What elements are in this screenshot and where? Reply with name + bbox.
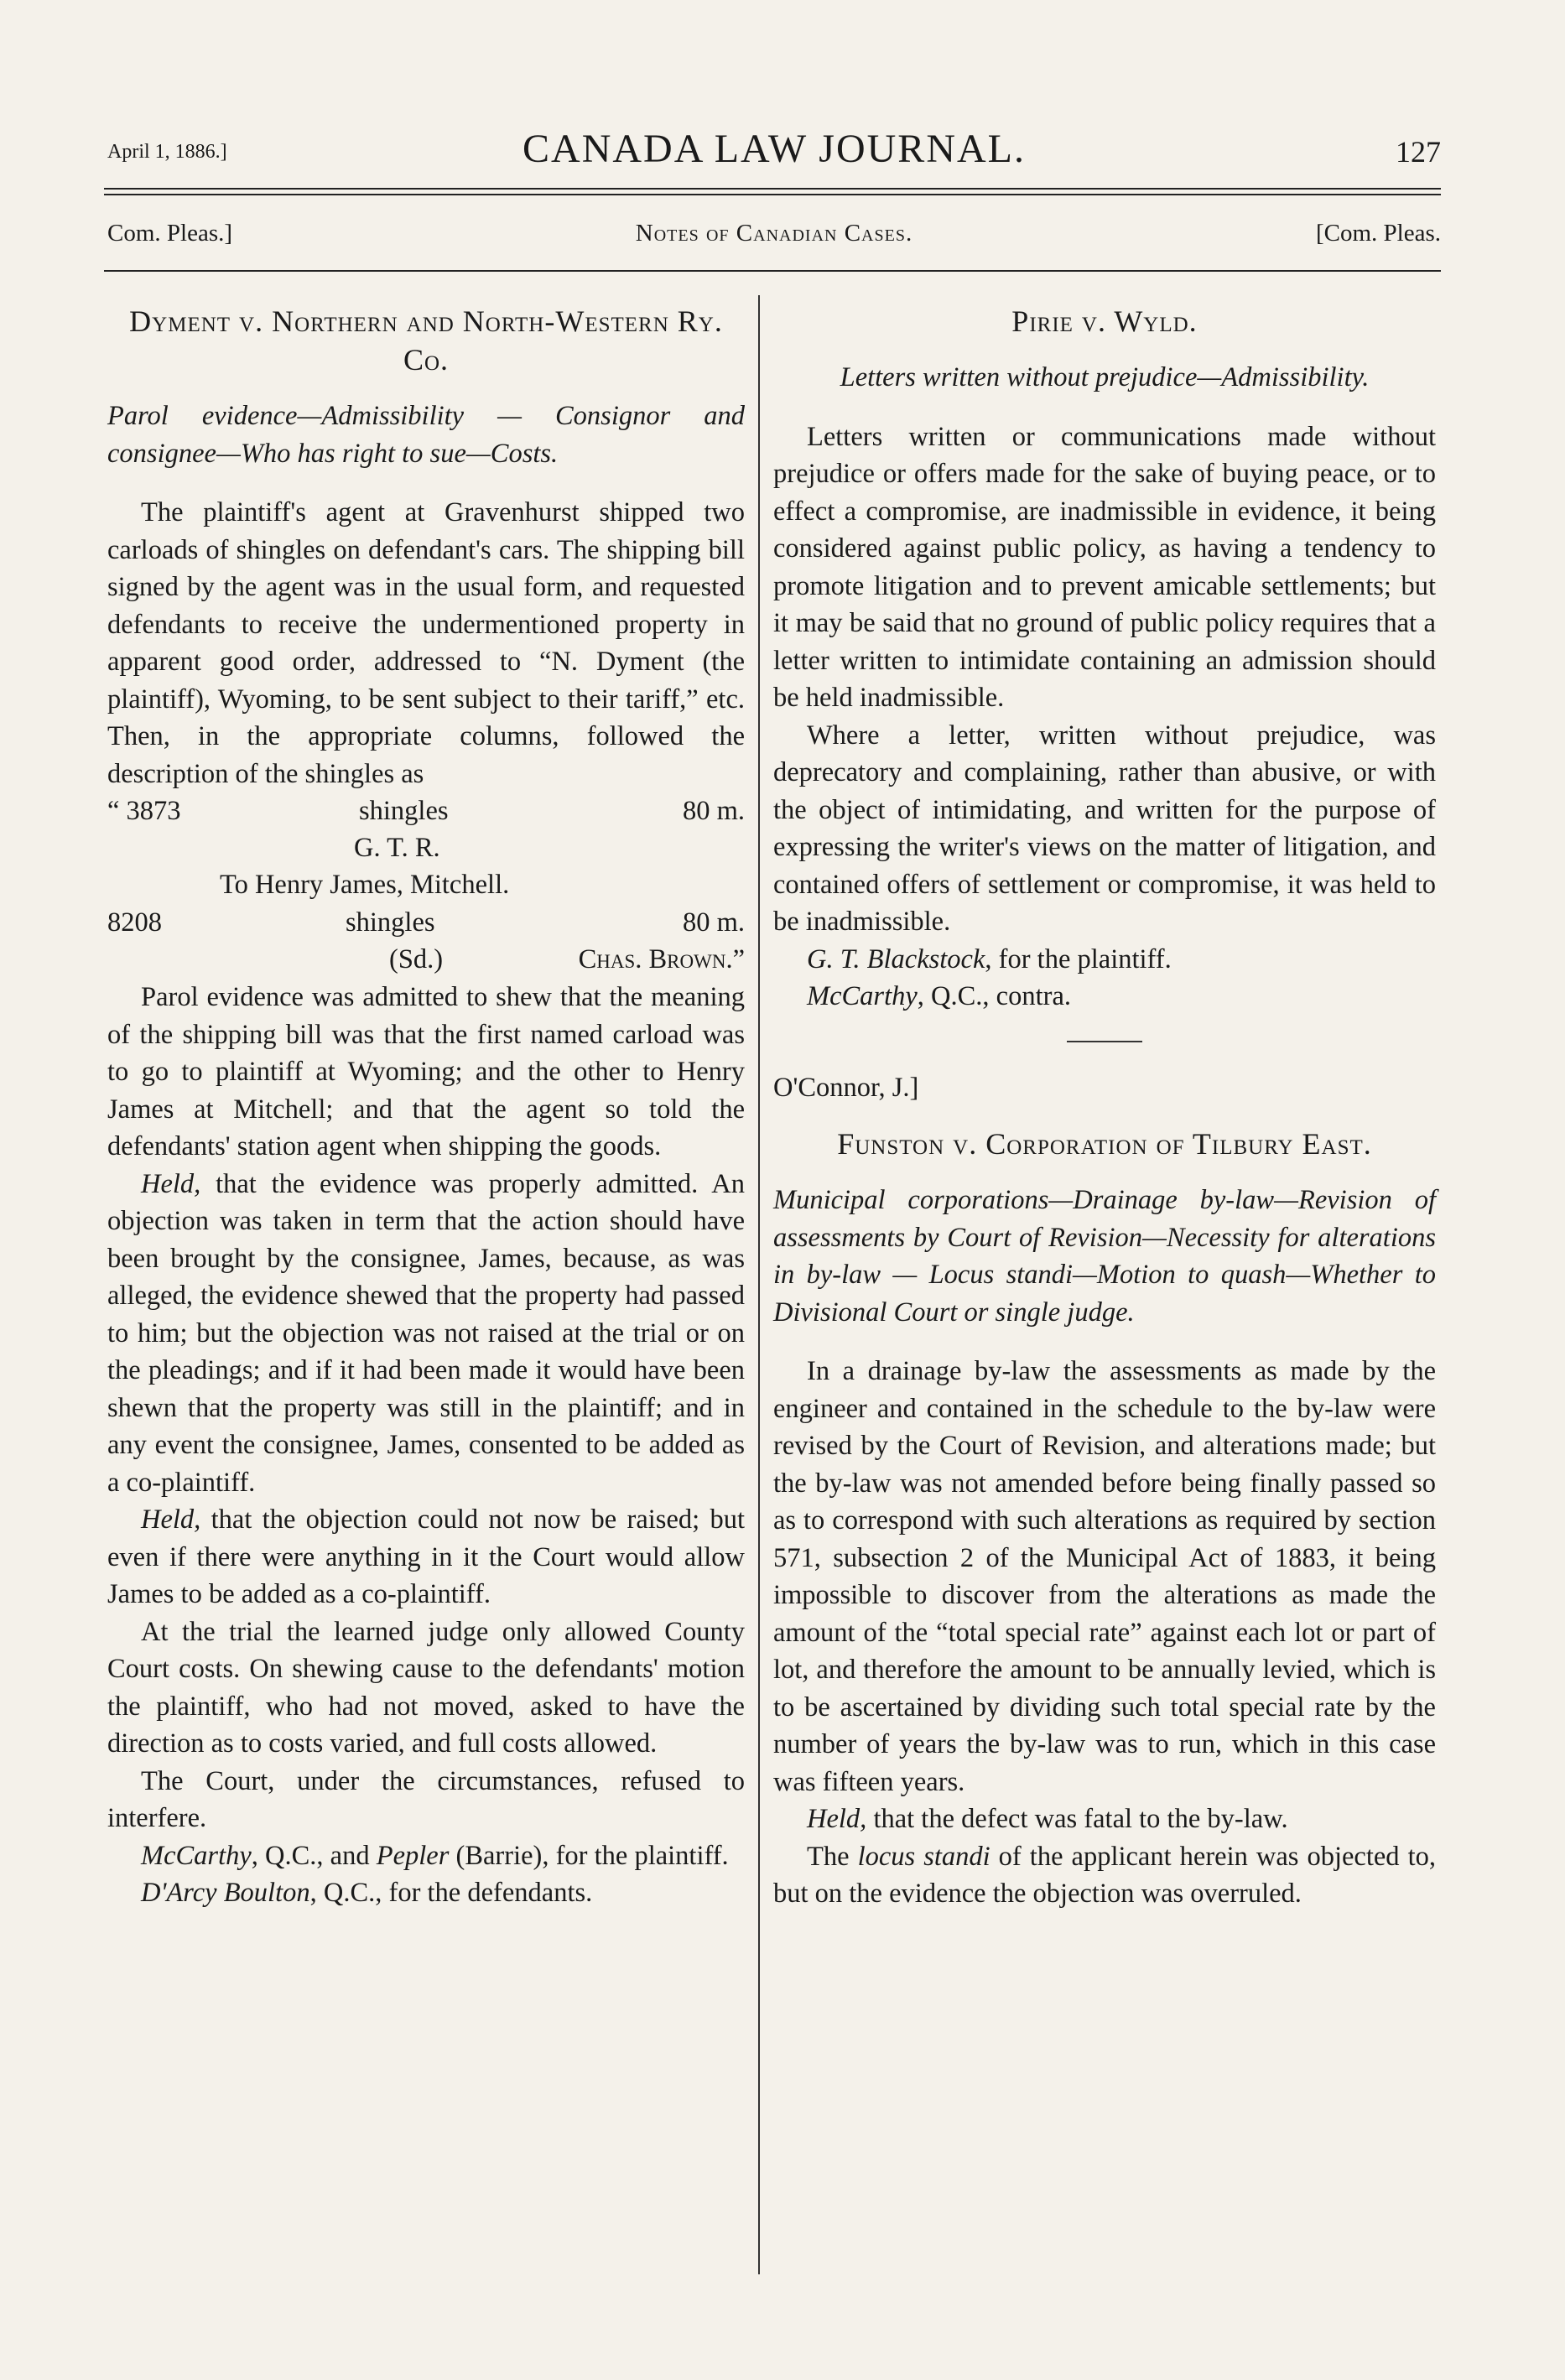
judge-name: O'Connor, J.] — [773, 1072, 919, 1103]
counsel-text: , Q.C., contra. — [917, 981, 1072, 1011]
journal-title: CANADA LAW JOURNAL. — [523, 127, 1026, 171]
bill-signatory: Chas. Brown.” — [578, 944, 745, 974]
case-title-pirie: Pirie v. Wyld. — [1011, 304, 1198, 338]
issue-date: April 1, 1886.] — [107, 141, 227, 163]
paragraph — [107, 1501, 745, 1614]
case-separator — [1067, 1041, 1142, 1042]
paragraph: Letters written or communications made without prejudice or offers made for the sake of buying peace, or to effect a compromise, are inadmissible in evidence, it being considered against public policy, as having a tendency to promote litigation and to prevent amicable settlements; but it may be said that no ground of public policy requires that a letter written to intimidate containing an admission should be held inadmissible. — [773, 421, 1436, 713]
paragraph: In a drainage by-law the assessments as made by the engineer and contained in the schedule to the by-law were revised by the Court of Revision, and alterations made; but the by-law was not amended before being finally passed so as to correspond with such alterations as required by section 571, subsection 2 of the Municipal Act of 1883, it being impossible to discover from the alterations as made the amount of the “total special rate” against each lot or part of lot, and therefore the amount to be annually levied, which is to be ascertained by dividing such total special rate by the number of years the by-law was to run, which in this case was fifteen years. — [773, 1356, 1436, 1797]
headnote-dyment: Parol evidence—Admissibility — Consignor and consignee—Who has right to sue—Costs. — [107, 401, 745, 469]
case-title-funston: Funston v. Corporation of Tilbury East. — [837, 1127, 1372, 1161]
page-number: 127 — [1396, 135, 1441, 169]
counsel-text: (Barrie), for the plaintiff. — [449, 1840, 729, 1871]
header-rule — [104, 270, 1441, 272]
section-title: Notes of Canadian Cases. — [635, 220, 913, 247]
masthead — [107, 126, 1441, 184]
paragraph: Where a letter, written without prejudice, was deprecatory and complaining, rather than abusive, or with the object of intimidating, and written for the purpose of expressing the writer's views on the matter of litigation, and contained offers of settlement or compromise, it was held to be inadmissible. — [773, 720, 1436, 937]
counsel-name: Pepler — [376, 1840, 450, 1871]
headnote-funston: Municipal corporations—Drainage by-law—Revision of assessments by Court of Revision—Necessity for alterations in by-law — Locus standi—Motion to quash—Whether to Divisional Court or single judge. — [773, 1185, 1436, 1328]
bill-number: 8208 — [107, 907, 162, 938]
right-column — [773, 302, 1436, 1913]
held-label: Held, — [807, 1804, 867, 1834]
paragraph: At the trial the learned judge only allowed County Court costs. On shewing cause to the defendants' motion the plaintiff, who had not moved, asked to have the direction as to costs varied, and full costs allowed. — [107, 1616, 745, 1759]
bill-quantity: 80 m. — [682, 907, 745, 938]
counsel-name: D'Arcy Boulton — [141, 1878, 310, 1908]
counsel-name: McCarthy — [807, 981, 918, 1011]
latin-term: locus standi — [857, 1841, 990, 1872]
counsel-line — [107, 1837, 745, 1875]
paragraph: The plaintiff's agent at Gravenhurst shipped two carloads of shingles on defendant's cars. The shipping bill signed by the agent was in the usual form, and requested defendants to receive the undermentioned property in apparent good order, addressed to “N. Dyment (the plaintiff), Wyoming, to be sent subject to their tariff,” etc. Then, in the appropriate columns, followed the description of the shingles as — [107, 497, 745, 789]
paragraph-text: that the evidence was properly admitted. An objection was taken in term that the action should have been brought by the consignee, James, because, as was alleged, the evidence shewed that the property had passed to him; but the objection was not raised at the trial or on the pleadings; and if it had been made it would have been shewn that the property was still in the plaintiff; and in any event the consignee, James, consented to be added as a co-plaintiff. — [107, 1168, 745, 1498]
counsel-line — [773, 941, 1436, 979]
case-title-dyment: Dyment v. Northern and North-Western Ry. Co. — [129, 304, 723, 377]
counsel-text: , Q.C., for the defendants. — [309, 1878, 593, 1908]
paragraph: Parol evidence was admitted to shew that the meaning of the shipping bill was that the first named carload was to go to plaintiff at Wyoming; and the other to Henry James at Mitchell; and that the agent so told the defendants' station agent when shipping the goods. — [107, 982, 745, 1161]
counsel-text: , for the plaintiff. — [985, 943, 1172, 974]
left-column — [107, 302, 745, 1912]
headnote-pirie: Letters written without prejudice—Admissibility. — [840, 362, 1370, 392]
column-divider — [758, 295, 760, 2274]
header-double-rule — [104, 188, 1441, 195]
paragraph — [107, 1166, 745, 1502]
running-header — [107, 220, 1441, 253]
held-label: Held, — [141, 1504, 201, 1535]
paragraph: The Court, under the circumstances, refused to interfere. — [107, 1765, 745, 1833]
shipping-bill — [107, 792, 745, 979]
counsel-text: , Q.C., and — [251, 1840, 377, 1871]
bill-item: shingles — [346, 907, 435, 938]
bill-signed: (Sd.) — [389, 944, 444, 974]
court-right: [Com. Pleas. — [1315, 220, 1441, 247]
bill-item: shingles — [359, 796, 449, 826]
bill-consignee: To Henry James, Mitchell. — [220, 870, 510, 900]
court-left: Com. Pleas.] — [107, 220, 233, 247]
paragraph — [773, 1838, 1436, 1913]
bill-number: “ 3873 — [107, 796, 181, 826]
counsel-name: McCarthy — [141, 1840, 252, 1871]
paragraph-text: that the defect was fatal to the by-law. — [866, 1804, 1288, 1834]
held-label: Held, — [141, 1168, 201, 1199]
counsel-line — [107, 1874, 745, 1912]
paragraph-text: The — [807, 1841, 858, 1872]
paragraph-text: of the applicant herein was objected to, but on the evidence the objection was overruled. — [773, 1841, 1436, 1909]
counsel-name: G. T. Blackstock — [807, 943, 985, 974]
paragraph-text: that the objection could not now be raised; but even if there were anything in it the Court would allow James to be added as a co-plaintiff. — [107, 1504, 745, 1609]
counsel-line — [773, 978, 1436, 1016]
paragraph — [773, 1801, 1436, 1838]
bill-carrier: G. T. R. — [354, 833, 440, 863]
bill-quantity: 80 m. — [682, 796, 745, 826]
